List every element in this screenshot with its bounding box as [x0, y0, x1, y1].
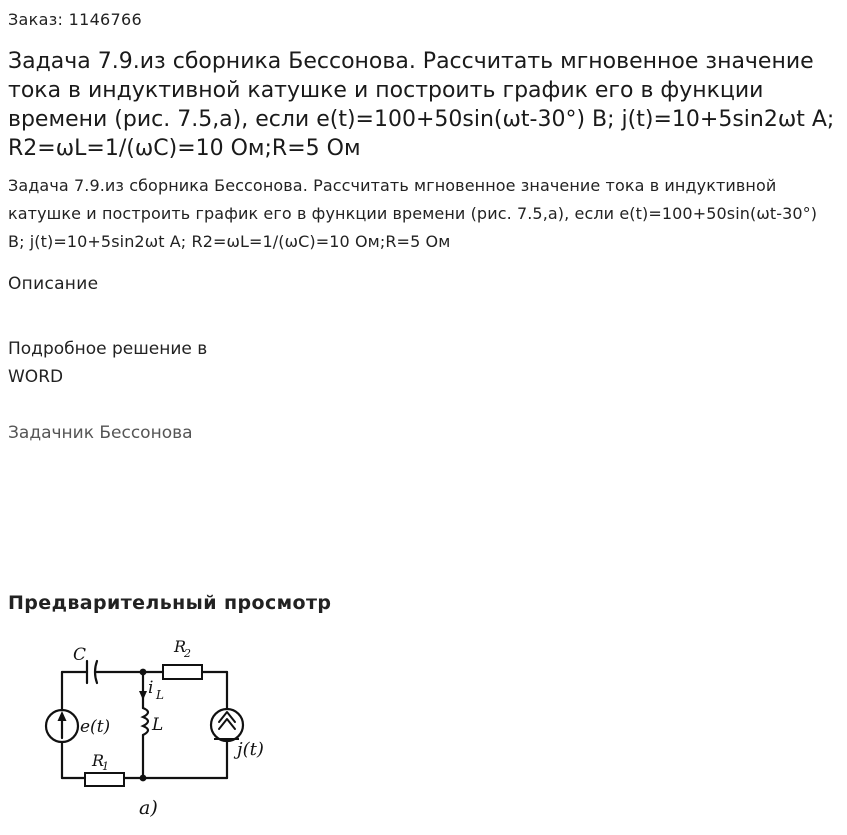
label-r1-sub: 1 — [102, 760, 109, 773]
label-c: C — [73, 645, 87, 665]
label-il: i — [148, 678, 154, 698]
resistor-r2 — [163, 665, 202, 679]
label-r2: R — [174, 637, 187, 656]
order-number: Заказ: 1146766 — [8, 10, 142, 29]
current-source-base — [214, 738, 239, 740]
preview-heading: Предварительный просмотр — [8, 592, 332, 614]
resistor-r1 — [85, 773, 124, 786]
node-top — [140, 669, 147, 676]
task-description: Задача 7.9.из сборника Бессонова. Рассчитать мгновенное значение тока в индуктивной катушке и построить график его в функции времени (рис. 7.5,а), если e(t)=100+50sin(ωt-30°) В; j(t)=10+5sin2ωt А; R2=ωL=1/(ωC)=10 Ом;R=5 Ом — [8, 176, 818, 251]
label-r2-sub: 2 — [184, 647, 191, 660]
solution-text: Подробное решение в WORD — [8, 339, 208, 387]
book-link[interactable]: Задачник Бессонова — [8, 423, 193, 443]
voltage-source-arrowhead — [58, 711, 67, 721]
circuit-preview-image — [35, 630, 285, 825]
figure-caption: a) — [139, 797, 158, 819]
label-jt: j(t) — [237, 739, 264, 760]
description-label: Описание — [8, 274, 99, 294]
node-bottom — [140, 775, 147, 782]
label-r1: R — [92, 751, 105, 770]
label-il-sub: L — [156, 688, 164, 702]
inductor-l — [143, 708, 148, 735]
label-et: e(t) — [80, 717, 111, 737]
page-title: Задача 7.9.из сборника Бессонова. Рассчитать мгновенное значение тока в индуктивной катушке и построить график его в функции времени (рис. 7.5,а), если e(t)=100+50sin(ωt-30°) В; j(t)=10+5sin2ωt А; R2=ωL=1/(ωC)=10 Ом;R=5 Ом — [8, 49, 835, 161]
circuit-diagram — [35, 630, 285, 825]
current-source-j — [211, 709, 243, 741]
label-l: L — [152, 715, 164, 735]
